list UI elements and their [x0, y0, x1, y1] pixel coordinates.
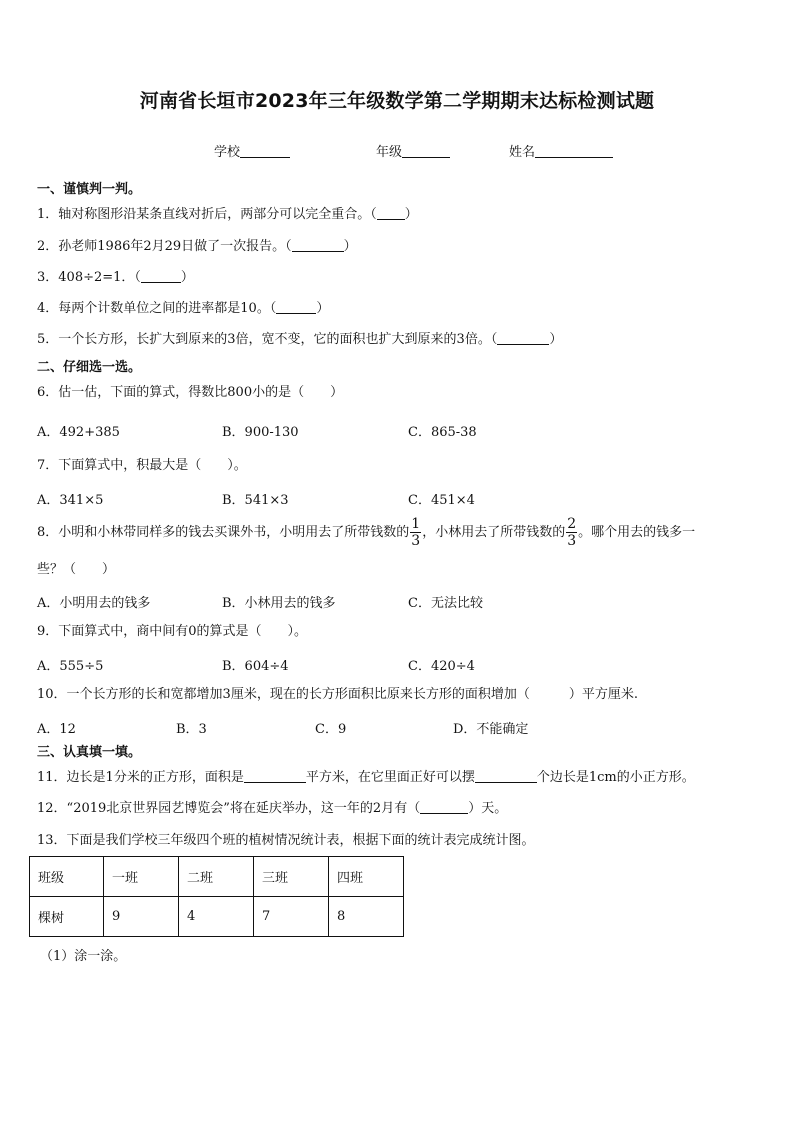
- question-13: 13．下面是我们学校三年级四个班的植树情况统计表，根据下面的统计表完成统计图。: [37, 833, 535, 848]
- table-cell: 8: [329, 897, 404, 937]
- q8-option-c[interactable]: C．无法比较: [408, 596, 483, 611]
- answer-blank-12[interactable]: [420, 801, 468, 814]
- question-3: [37, 269, 194, 287]
- question-2-text: 2．孙老师1986年2月29日做了一次报告。（: [37, 239, 292, 254]
- question-1: [37, 206, 418, 224]
- q10-option-d[interactable]: D．不能确定: [453, 722, 529, 737]
- q10-option-b[interactable]: B．3: [176, 722, 207, 737]
- table-cell: 7: [254, 897, 329, 937]
- fraction-numerator: 2: [567, 516, 577, 532]
- fraction-denominator: 3: [567, 533, 577, 549]
- fraction-numerator: 1: [411, 516, 421, 532]
- question-4: [37, 300, 329, 318]
- question-11-text-c: 个边长是1cm的小正方形。: [536, 770, 695, 785]
- q8-option-b[interactable]: B．小林用去的钱多: [222, 596, 336, 611]
- answer-blank-3[interactable]: [141, 270, 181, 283]
- table-cell: 三班: [254, 857, 329, 897]
- answer-blank-2[interactable]: [292, 239, 344, 252]
- tree-planting-table: [29, 856, 404, 937]
- answer-blank-1[interactable]: [377, 207, 405, 220]
- sub-question-1: （1）涂一涂。: [40, 949, 127, 964]
- answer-blank-11a[interactable]: [244, 770, 306, 783]
- question-3-text: 3．408÷2=1．（: [37, 270, 141, 285]
- question-11: [37, 769, 695, 787]
- close-paren: ）: [316, 301, 330, 316]
- name-field: [509, 141, 613, 160]
- question-7: 7．下面算式中，积最大是（ ）。: [37, 458, 247, 473]
- close-paren: ）: [404, 207, 418, 222]
- q9-option-a[interactable]: A．555÷5: [37, 659, 104, 674]
- answer-blank-4[interactable]: [276, 301, 316, 314]
- question-11-text-b: 平方米，在它里面正好可以摆: [305, 770, 475, 785]
- table-cell: 4: [179, 897, 254, 937]
- q6-option-a[interactable]: A．492+385: [37, 425, 120, 440]
- question-8-text-b: ，小林用去了所带钱数的: [422, 525, 566, 540]
- fraction-two-thirds: [566, 516, 577, 549]
- q10-option-c[interactable]: C．9: [315, 722, 347, 737]
- answer-blank-11b[interactable]: [475, 770, 537, 783]
- question-1-text: 1．轴对称图形沿某条直线对折后，两部分可以完全重合。（: [37, 207, 377, 222]
- table-cell: 一班: [104, 857, 179, 897]
- grade-blank[interactable]: [402, 145, 450, 158]
- table-cell: 四班: [329, 857, 404, 897]
- school-blank[interactable]: [240, 145, 290, 158]
- grade-field: [376, 141, 450, 160]
- q10-option-a[interactable]: A．12: [37, 722, 76, 737]
- question-4-text: 4．每两个计数单位之间的进率都是10。（: [37, 301, 277, 316]
- question-5-text: 5．一个长方形，长扩大到原来的3倍，宽不变，它的面积也扩大到原来的3倍。（: [37, 332, 498, 347]
- table-row: [30, 897, 404, 937]
- close-paren: ）: [343, 239, 357, 254]
- q9-option-b[interactable]: B．604÷4: [222, 659, 289, 674]
- question-12-text-a: 12．“2019北京世界园艺博览会”将在延庆举办，这一年的2月有（: [37, 801, 421, 816]
- name-blank[interactable]: [535, 145, 613, 158]
- answer-blank-5[interactable]: [497, 332, 549, 345]
- table-cell: 9: [104, 897, 179, 937]
- close-paren: ）: [180, 270, 194, 285]
- q9-option-c[interactable]: C．420÷4: [408, 659, 475, 674]
- question-8-text-c: 。哪个用去的钱多一: [578, 525, 696, 540]
- table-cell: 班级: [30, 857, 104, 897]
- question-2: [37, 238, 357, 256]
- fraction-denominator: 3: [411, 533, 421, 549]
- question-6: 6．估一估，下面的算式，得数比800小的是（ ）: [37, 385, 344, 400]
- question-8: [37, 515, 695, 551]
- question-10: 10．一个长方形的长和宽都增加3厘米，现在的长方形面积比原来长方形的面积增加（ ）平方厘米.: [37, 687, 638, 702]
- name-label: 姓名: [509, 145, 536, 160]
- q7-option-b[interactable]: B．541×3: [222, 493, 289, 508]
- school-label: 学校: [214, 145, 241, 160]
- table-row: [30, 857, 404, 897]
- section-1-title: 一、谨慎判一判。: [37, 182, 142, 197]
- question-5: [37, 331, 562, 349]
- section-3-title: 三、认真填一填。: [37, 745, 142, 760]
- fraction-one-third: [410, 516, 421, 549]
- question-12-text-b: ）天。: [468, 801, 508, 816]
- q6-option-c[interactable]: C．865-38: [408, 425, 477, 440]
- table-cell: 二班: [179, 857, 254, 897]
- question-9: 9．下面算式中，商中间有0的算式是（ ）。: [37, 624, 308, 639]
- question-11-text-a: 11．边长是1分米的正方形，面积是: [37, 770, 244, 785]
- q8-option-a[interactable]: A．小明用去的钱多: [37, 596, 151, 611]
- page-title: 河南省长垣市2023年三年级数学第二学期期末达标检测试题: [139, 90, 655, 112]
- grade-label: 年级: [376, 145, 403, 160]
- school-field: [214, 141, 290, 160]
- q7-option-a[interactable]: A．341×5: [37, 493, 104, 508]
- table-cell: 棵树: [30, 897, 104, 937]
- question-8-text-a: 8．小明和小林带同样多的钱去买课外书，小明用去了所带钱数的: [37, 525, 410, 540]
- q7-option-c[interactable]: C．451×4: [408, 493, 475, 508]
- question-8-continued: 些？（ ）: [37, 562, 116, 577]
- section-2-title: 二、仔细选一选。: [37, 360, 142, 375]
- question-12: [37, 800, 507, 818]
- close-paren: ）: [549, 332, 563, 347]
- q6-option-b[interactable]: B．900-130: [222, 425, 299, 440]
